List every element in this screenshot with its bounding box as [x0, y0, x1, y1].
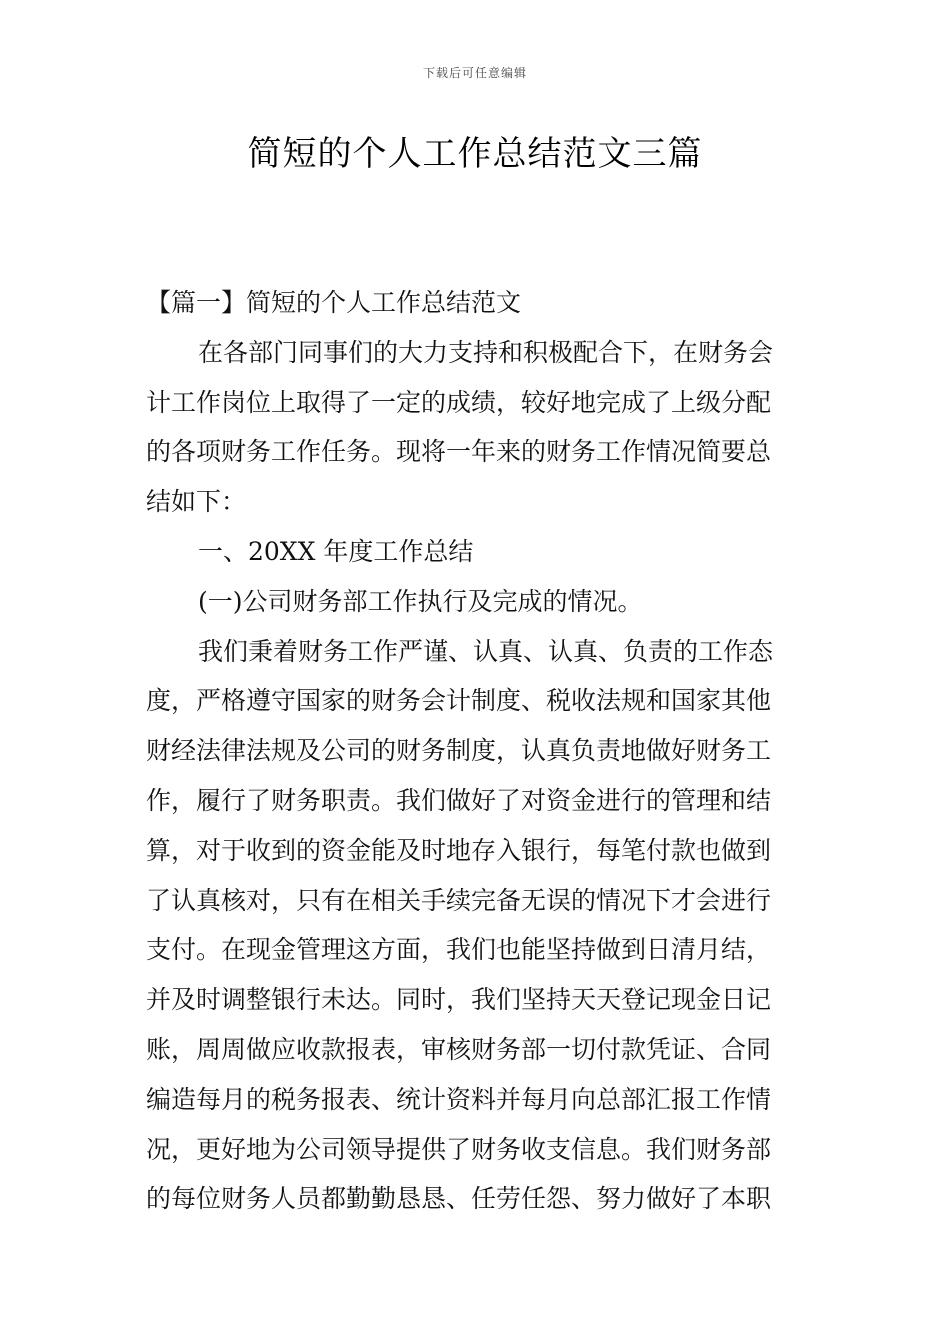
text-line: 的每位财务人员都勤勤恳恳、任劳任怨、努力做好了本职	[146, 1184, 772, 1214]
text-line: 的各项财务工作任务。现将一年来的财务工作情况简要总	[146, 437, 772, 467]
text-line: 在各部门同事们的大力支持和积极配合下，在财务会	[198, 337, 774, 367]
text-line: 结如下：	[146, 487, 247, 517]
text-line: 一、20XX 年度工作总结	[198, 536, 474, 566]
document-body	[146, 278, 811, 1224]
text-line: 我们秉着财务工作严谨、认真、认真、负责的工作态	[198, 636, 774, 666]
header-note: 下载后可任意编辑	[422, 66, 527, 80]
text-line: 作，履行了财务职责。我们做好了对资金进行的管理和结	[146, 785, 772, 815]
document-title: 简短的个人工作总结范文三篇	[247, 134, 703, 174]
text-line: 算，对于收到的资金能及时地存入银行，每笔付款也做到	[146, 835, 772, 865]
text-line: 了认真核对，只有在相关手续完备无误的情况下才会进行	[146, 885, 772, 915]
text-line: 况，更好地为公司领导提供了财务收支信息。我们财务部	[146, 1134, 772, 1164]
text-line: (一)公司财务部工作执行及完成的情况。	[198, 586, 643, 616]
text-line: 并及时调整银行未达。同时，我们坚持天天登记现金日记	[146, 985, 772, 1015]
text-line: 编造每月的税务报表、统计资料并每月向总部汇报工作情	[146, 1084, 772, 1114]
text-line: 财经法律法规及公司的财务制度，认真负责地做好财务工	[146, 736, 772, 766]
text-line: 账，周周做应收款报表，审核财务部一切付款凭证、合同	[146, 1034, 772, 1064]
text-line: 度，严格遵守国家的财务会计制度、税收法规和国家其他	[146, 686, 772, 716]
text-line: 计工作岗位上取得了一定的成绩，较好地完成了上级分配	[146, 387, 772, 417]
text-line: 支付。在现金管理这方面，我们也能坚持做到日清月结，	[146, 935, 772, 965]
text-line: 【篇一】简短的个人工作总结范文	[146, 288, 522, 317]
